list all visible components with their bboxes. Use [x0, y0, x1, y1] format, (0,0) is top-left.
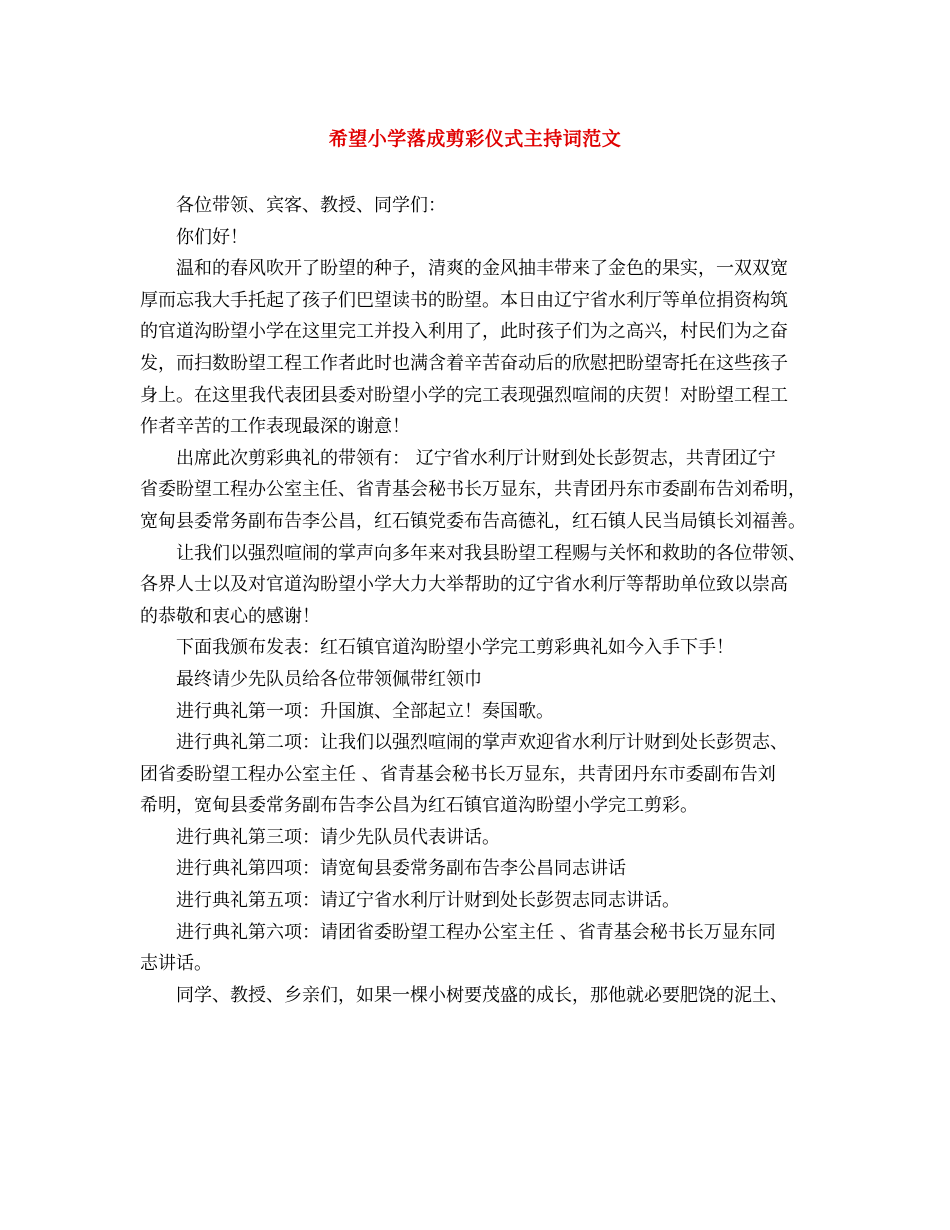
text-line: 进行典礼第六项：请团省委盼望工程办公室主任 、省青基会秘书长万显东同: [176, 921, 776, 943]
document-title: 希望小学落成剪彩仪式主持词范文: [328, 128, 622, 150]
text-line: 进行典礼第三项：请少先队员代表讲话。: [176, 826, 500, 848]
text-line: 温和的春风吹开了盼望的种子，清爽的金风抽丰带来了金色的果实，一双双宽: [176, 258, 788, 280]
text-line: 各位带领、宾客、教授、同学们：: [176, 195, 446, 216]
text-line: 出席此次剪彩典礼的带领有： 辽宁省水利厅计财到处长彭贺志，共青团辽宁: [176, 447, 776, 469]
text-line: 各界人士以及对官道沟盼望小学大力大举帮助的辽宁省水利厅等帮助单位致以崇高: [140, 574, 788, 596]
text-line: 志讲话。: [140, 953, 212, 975]
text-line: 的恭敬和衷心的感谢！: [140, 605, 320, 627]
text-line: 同学、教授、乡亲们，如果一棵小树要茂盛的成长，那他就必要肥饶的泥土、: [176, 984, 788, 1006]
text-line: 进行典礼第五项：请辽宁省水利厅计财到处长彭贺志同志讲话。: [176, 890, 680, 912]
text-line: 进行典礼第二项：让我们以强烈喧闹的掌声欢迎省水利厅计财到处长彭贺志、: [176, 732, 788, 754]
text-line: 省委盼望工程办公室主任、省青基会秘书长万显东，共青团丹东市委副布告刘希明，: [140, 479, 806, 501]
document-body: [140, 190, 824, 1011]
text-line: 厚而忘我大手托起了孩子们巴望读书的盼望。本日由辽宁省水利厅等单位捐资构筑: [140, 289, 788, 311]
text-line: 宽甸县委常务副布告李公昌，红石镇党委布告高德礼，红石镇人民当局镇长刘福善。: [140, 510, 806, 532]
text-line: 进行典礼第四项：请宽甸县委常务副布告李公昌同志讲话: [176, 858, 626, 880]
text-line: 最终请少先队员给各位带领佩带红领巾: [176, 668, 482, 690]
text-line: 团省委盼望工程办公室主任 、省青基会秘书长万显东，共青团丹东市委副布告刘: [140, 763, 776, 785]
text-line: 下面我颁布发表：红石镇官道沟盼望小学完工剪彩典礼如今入手下手！: [176, 637, 734, 659]
text-line: 身上。在这里我代表团县委对盼望小学的完工表现强烈喧闹的庆贺！对盼望工程工: [140, 384, 788, 406]
text-line: 你们好！: [176, 226, 248, 248]
text-line: 的官道沟盼望小学在这里完工并投入利用了，此时孩子们为之高兴，村民们为之奋: [140, 321, 788, 343]
text-line: 作者辛苦的工作表现最深的谢意！: [140, 416, 410, 438]
text-line: 让我们以强烈喧闹的掌声向多年来对我县盼望工程赐与关怀和救助的各位带领、: [176, 542, 806, 564]
text-line: 希明，宽甸县委常务副布告李公昌为红石镇官道沟盼望小学完工剪彩。: [140, 795, 698, 817]
text-line: 进行典礼第一项：升国旗、全部起立！奏国歌。: [176, 700, 554, 722]
text-line: 发，而扫数盼望工程工作者此时也满含着辛苦奋动后的欣慰把盼望寄托在这些孩子: [140, 352, 788, 374]
